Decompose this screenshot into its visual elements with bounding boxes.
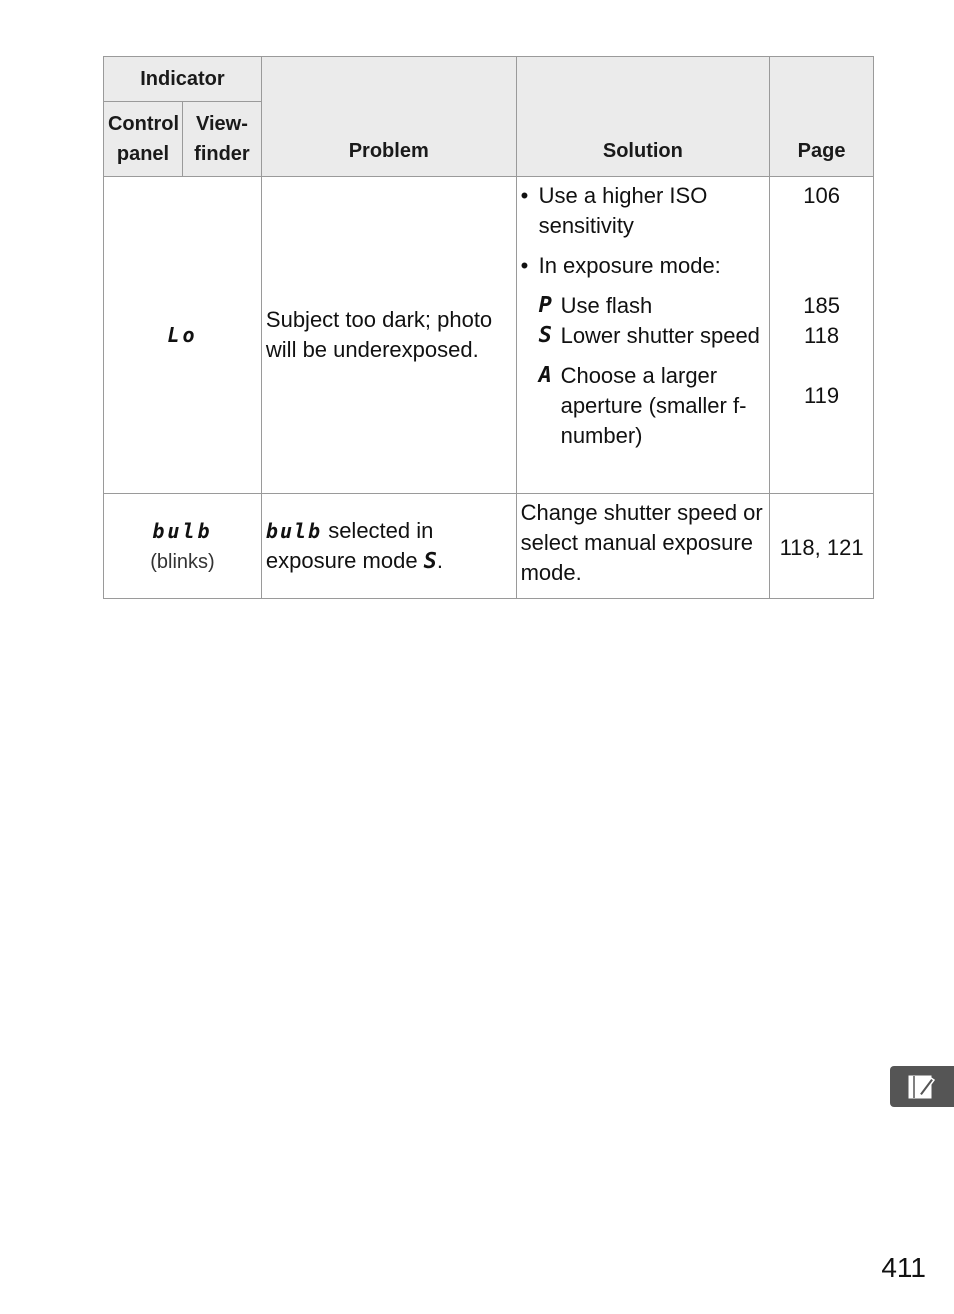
page-ref-flash: 185 [803, 293, 840, 318]
header-indicator: Indicator [104, 57, 262, 102]
solution-exposure-text: In exposure mode: [538, 253, 721, 278]
problem-lcd-bulb: bulb [265, 518, 323, 543]
mode-p-glyph: P [538, 293, 552, 318]
lcd-indicator-lo: Lo [167, 323, 198, 347]
header-problem: Problem [261, 57, 516, 177]
troubleshooting-note-icon [890, 1066, 954, 1107]
table-row [104, 177, 874, 494]
header-viewfinder-label: View-finder [194, 113, 250, 165]
indicator-cell [104, 177, 262, 494]
solution-text: Change shutter speed or select manual exposure mode. [520, 500, 763, 585]
mode-s-glyph: S [538, 323, 552, 348]
page-cell [770, 177, 874, 494]
header-viewfinder [182, 102, 261, 177]
problem-mode-glyph: S [423, 548, 437, 574]
solution-cell [516, 494, 770, 599]
page-ref-shutter: 118 [804, 323, 840, 348]
mode-a-glyph: A [538, 363, 552, 388]
mode-s-row [539, 321, 766, 351]
page-ref-bulb: 118, 121 [779, 535, 864, 560]
lcd-indicator-bulb: bulb [152, 518, 213, 543]
problem-cell [261, 177, 516, 494]
page-ref-iso: 106 [803, 183, 840, 208]
mode-a-text: Choose a larger aperture (smaller f-number) [560, 363, 747, 448]
indicator-cell [104, 494, 262, 599]
solution-iso-text: Use a higher ISO sensitivity [538, 183, 708, 238]
mode-p-text: Use flash [560, 293, 653, 318]
page-cell [770, 494, 874, 599]
problem-cell [261, 494, 516, 599]
bullet-mark: • [520, 183, 529, 208]
mode-s-text: Lower shutter speed [560, 323, 760, 348]
header-control-panel [104, 102, 183, 177]
problem-text: Subject too dark; photo will be underexposed. [265, 307, 493, 362]
header-control-panel-label: Control panel [107, 113, 180, 165]
problem-end: . [436, 547, 444, 573]
solution-cell [516, 177, 770, 494]
page-number: 411 [881, 1252, 926, 1283]
note-pencil-icon [905, 1072, 939, 1102]
mode-p-row [539, 291, 766, 321]
header-solution: Solution [516, 57, 770, 177]
indicator-note: (blinks) [150, 550, 215, 573]
table-row [104, 494, 874, 599]
header-page: Page [770, 57, 874, 177]
problem-text: selected in exposure mode [265, 517, 434, 573]
bullet-mark: • [520, 253, 529, 278]
mode-a-row [539, 361, 766, 451]
solution-bullet-iso [521, 181, 766, 241]
solution-bullet-exposure [521, 251, 766, 281]
troubleshooting-table [103, 56, 874, 599]
page-ref-aperture: 119 [804, 383, 840, 408]
